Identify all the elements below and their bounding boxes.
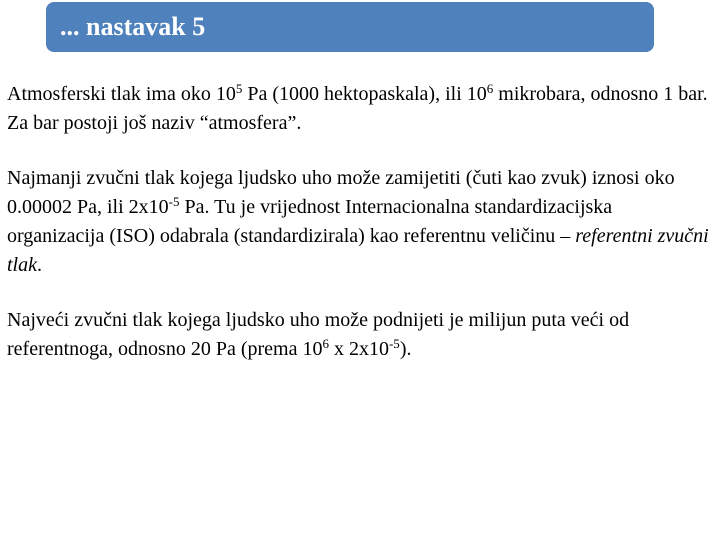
slide-title: ... nastavak 5 [60,12,206,41]
p2-text-2: Pa. Tu je vrijednost Internacionalna standardizacijska organizacija (ISO) odabrala (standardizirala) kao referentnu veličinu – [7,196,613,247]
title-banner [46,2,654,52]
p3-text-1: Najveći zvučni tlak kojega ljudsko uho može podnijeti je milijun puta veći od referentnoga, odnosno 20 Pa (prema 10 [7,309,630,360]
p2-exponent-1: -5 [168,194,180,209]
p1-text-2: Pa (1000 hektopaskala), ili 10 [242,83,487,105]
p3-text-3: ). [399,338,412,360]
slide-body [7,80,713,390]
p3-exponent-2: -5 [388,336,400,351]
paragraph-atmospheric-pressure [7,80,713,138]
paragraph-reference-pressure [7,164,713,280]
p1-exponent-1: 5 [235,81,243,96]
paragraph-maximum-pressure [7,306,713,364]
p2-emphasis-term: referentni zvučni tlak [7,225,709,276]
p2-text-1: Najmanji zvučni tlak kojega ljudsko uho može zamijetiti (čuti kao zvuk) iznosi oko 0.00002 Pa, ili 2x10 [7,167,675,218]
p2-text-3: . [37,254,42,276]
p3-exponent-1: 6 [322,336,329,351]
p1-text-3: mikrobara, odnosno 1 bar. Za bar postoji još naziv “atmosfera”. [7,83,708,134]
p1-text-1: Atmosferski tlak ima oko 10 [7,83,236,105]
p1-exponent-2: 6 [486,81,494,96]
p3-text-2: x 2x10 [328,338,389,360]
